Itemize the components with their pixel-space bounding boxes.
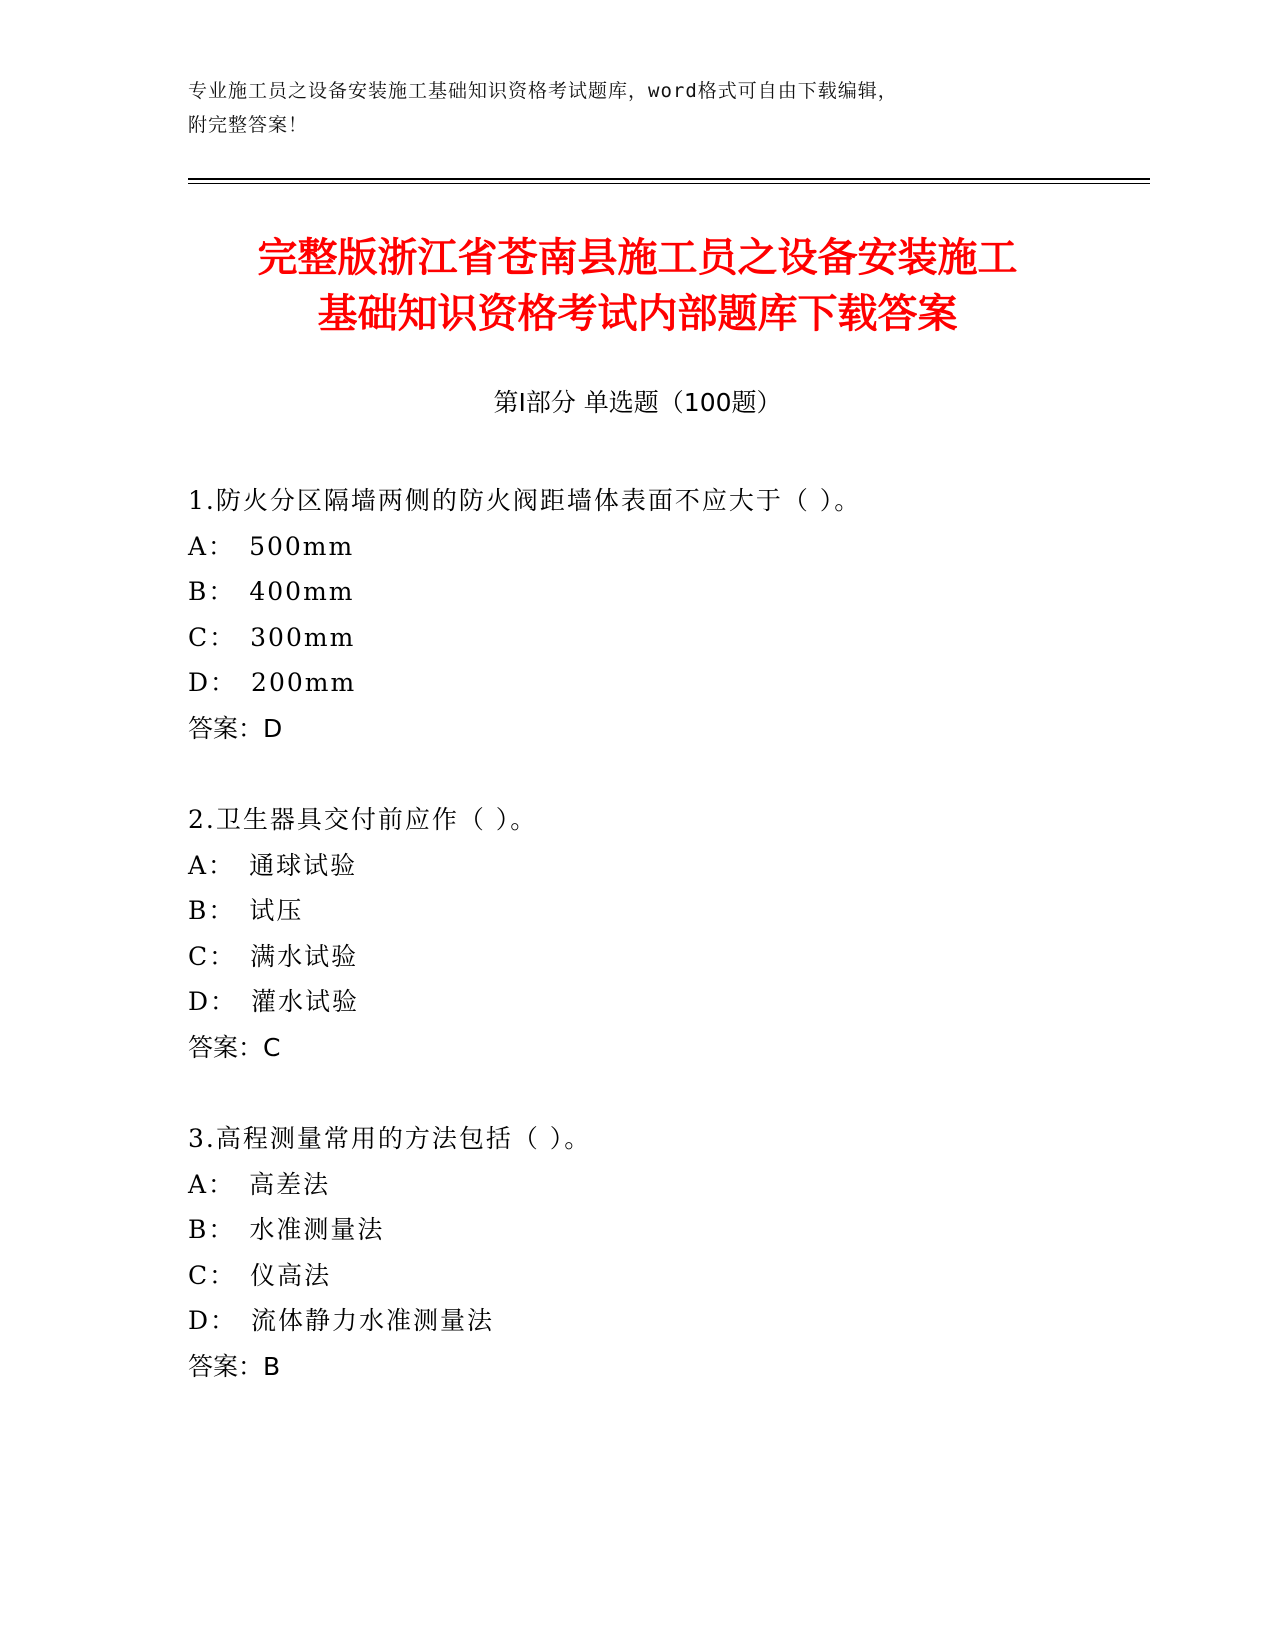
answer-line <box>188 1344 1138 1390</box>
option-key: B： <box>188 1215 236 1245</box>
option-key: D： <box>188 1306 238 1336</box>
option-text: 仪高法 <box>250 1260 332 1290</box>
option-a <box>188 843 1138 889</box>
option-b <box>188 888 1138 934</box>
option-b <box>188 1207 1138 1253</box>
option-key: C： <box>188 1260 237 1290</box>
document-header-note <box>188 74 1088 142</box>
option-c <box>188 1253 1138 1299</box>
option-b <box>188 569 1138 615</box>
option-key: D： <box>188 668 238 698</box>
option-key: B： <box>188 896 236 926</box>
option-key: D： <box>188 987 238 1017</box>
header-note-line-1: 专业施工员之设备安装施工基础知识资格考试题库，word格式可自由下载编辑， <box>188 80 898 102</box>
option-d <box>188 660 1138 706</box>
question-list <box>188 478 1138 1435</box>
option-a <box>188 524 1138 570</box>
document-title-line-1: 完整版浙江省苍南县施工员之设备安装施工 <box>257 235 1018 281</box>
option-text: 500mm <box>249 531 355 561</box>
option-d <box>188 979 1138 1025</box>
option-text: 试压 <box>249 896 304 926</box>
option-key: B： <box>188 577 236 607</box>
option-key: C： <box>188 941 237 971</box>
option-text: 满水试验 <box>250 941 359 971</box>
option-c <box>188 934 1138 980</box>
option-key: A： <box>188 531 236 561</box>
header-divider-thick <box>188 178 1150 180</box>
option-text: 灌水试验 <box>251 987 360 1017</box>
question-stem: 2.卫生器具交付前应作（ ）。 <box>188 805 538 834</box>
option-a <box>188 1162 1138 1208</box>
option-text: 400mm <box>249 577 355 607</box>
answer-line <box>188 706 1138 752</box>
question-item <box>188 797 1138 1116</box>
option-text: 水准测量法 <box>249 1215 385 1245</box>
answer-value: C <box>263 1032 281 1062</box>
section-heading: 第Ⅰ部分 单选题（100题） <box>493 388 782 417</box>
question-item <box>188 478 1138 797</box>
option-c <box>188 615 1138 661</box>
option-key: C： <box>188 622 237 652</box>
document-title <box>150 230 1125 342</box>
answer-label: 答案： <box>188 1351 264 1381</box>
question-stem: 1.防火分区隔墙两侧的防火阀距墙体表面不应大于（ ）。 <box>188 486 862 515</box>
answer-label: 答案： <box>188 713 264 743</box>
option-text: 高差法 <box>249 1169 331 1199</box>
document-title-line-2: 基础知识资格考试内部题库下载答案 <box>317 291 958 337</box>
answer-value: B <box>263 1351 281 1381</box>
answer-label: 答案： <box>188 1032 264 1062</box>
question-item <box>188 1116 1138 1435</box>
option-text: 通球试验 <box>249 850 358 880</box>
question-stem: 3.高程测量常用的方法包括（ ）。 <box>188 1124 592 1153</box>
header-divider-thin <box>188 183 1150 184</box>
option-text: 300mm <box>250 622 356 652</box>
option-text: 流体静力水准测量法 <box>251 1306 495 1336</box>
answer-value: D <box>263 713 283 743</box>
option-text: 200mm <box>251 668 357 698</box>
header-note-line-2: 附完整答案！ <box>188 114 309 136</box>
option-key: A： <box>188 1169 236 1199</box>
answer-line <box>188 1025 1138 1071</box>
option-key: A： <box>188 850 236 880</box>
option-d <box>188 1298 1138 1344</box>
